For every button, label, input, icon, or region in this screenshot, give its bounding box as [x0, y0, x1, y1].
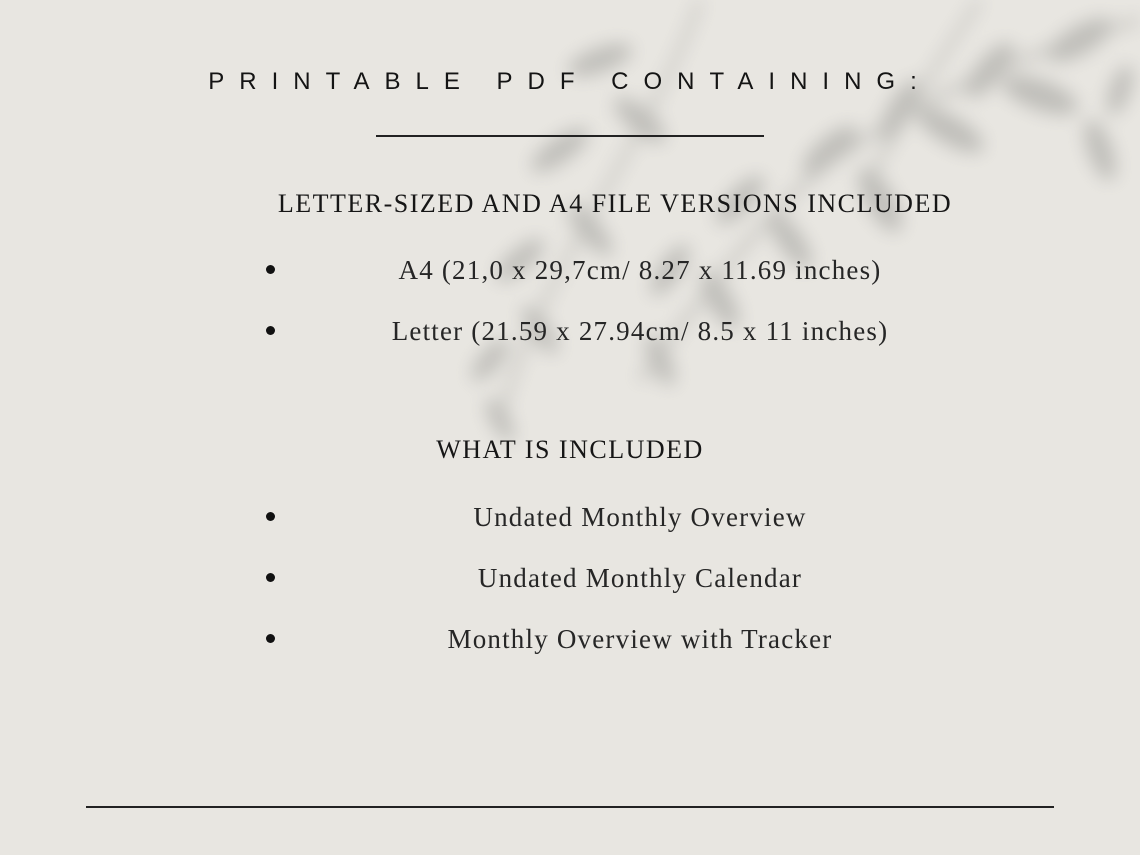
list-item-text: Undated Monthly Calendar	[477, 563, 803, 593]
bottom-divider	[86, 806, 1054, 808]
list-item	[262, 558, 1018, 598]
list-item-text: Monthly Overview with Tracker	[447, 624, 833, 654]
included-heading: WHAT IS INCLUDED	[436, 435, 704, 464]
list-item-text: A4 (21,0 x 29,7cm/ 8.27 x 11.69 inches)	[398, 255, 882, 285]
list-item-text: Undated Monthly Overview	[473, 502, 807, 532]
page-title: PRINTABLE PDF CONTAINING:	[208, 68, 932, 95]
sizes-heading: LETTER-SIZED AND A4 FILE VERSIONS INCLUDED	[277, 189, 953, 218]
list-item	[262, 619, 1018, 659]
list-item	[262, 497, 1018, 537]
list-item-text: Letter (21.59 x 27.94cm/ 8.5 x 11 inches)	[391, 316, 889, 346]
